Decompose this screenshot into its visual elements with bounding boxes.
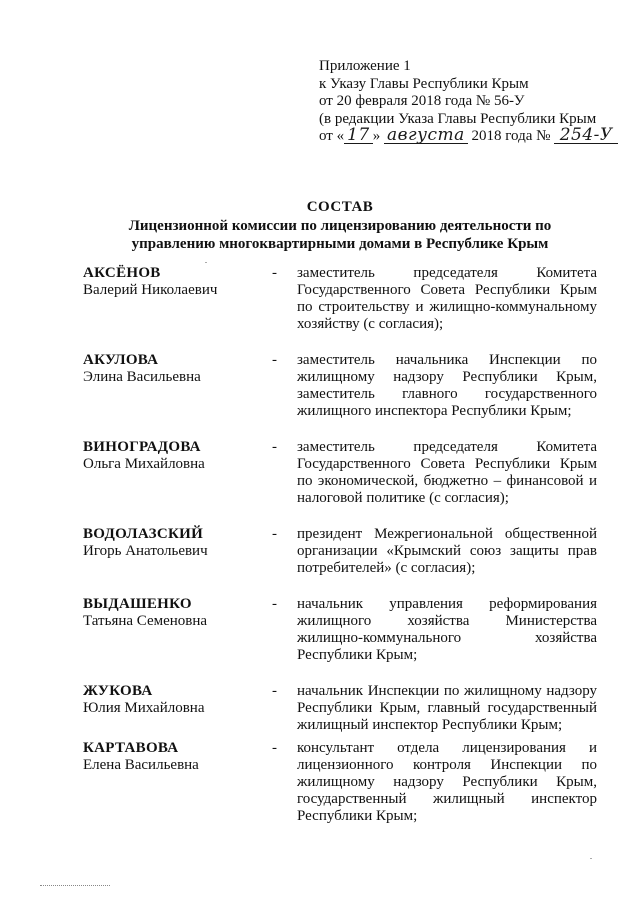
member-entry xyxy=(83,683,603,740)
member-dash: - xyxy=(272,526,277,542)
member-surname: ВИНОГРАДОВА xyxy=(83,439,201,455)
member-name xyxy=(83,740,263,774)
members-list xyxy=(83,265,603,830)
appendix-date-prefix: от « xyxy=(319,128,345,144)
member-dash: - xyxy=(272,265,277,281)
member-given-name: Юлия Михайловна xyxy=(83,700,205,716)
appendix-line-3: от 20 февраля 2018 года № 56-У xyxy=(319,93,525,109)
member-name xyxy=(83,265,263,299)
member-dash: - xyxy=(272,439,277,455)
member-role: начальник управления реформирования жилищного хозяйства Министерства жилищно-коммунального хозяйства Республики Крым; xyxy=(297,596,597,663)
member-entry xyxy=(83,740,603,830)
title-line-2: управлению многоквартирными домами в Республике Крым xyxy=(131,236,549,252)
member-dash: - xyxy=(272,683,277,699)
member-surname: АКУЛОВА xyxy=(83,352,159,368)
member-name xyxy=(83,526,263,560)
member-surname: ВЫДАШЕНКО xyxy=(83,596,192,612)
appendix-line-5 xyxy=(319,125,619,146)
member-role: президент Межрегиональной общественной организации «Крымский союз защиты прав потребителей» (с согласия); xyxy=(297,526,597,576)
member-given-name: Татьяна Семеновна xyxy=(83,613,208,629)
member-entry xyxy=(83,265,603,352)
member-surname: АКСЁНОВ xyxy=(83,265,161,281)
member-dash: - xyxy=(272,352,277,368)
member-entry xyxy=(83,439,603,526)
member-dash: - xyxy=(272,740,277,756)
member-entry xyxy=(83,596,603,683)
member-entry xyxy=(83,526,603,596)
appendix-date-mid: » xyxy=(372,128,381,144)
member-name xyxy=(83,683,263,717)
scan-speck xyxy=(590,858,592,859)
appendix-line-1: Приложение 1 xyxy=(319,58,411,74)
member-given-name: Элина Васильевна xyxy=(83,369,201,385)
appendix-header xyxy=(319,58,619,146)
member-name xyxy=(83,596,263,630)
appendix-year: 2018 года № xyxy=(471,128,551,144)
handwritten-decree-number: 254-У xyxy=(554,128,618,144)
member-role: заместитель председателя Комитета Государственного Совета Республики Крым по строительству и жилищно-коммунальному хозяйству (с согласия); xyxy=(297,265,597,332)
member-given-name: Ольга Михайловна xyxy=(83,456,205,472)
member-surname: ЖУКОВА xyxy=(83,683,153,699)
member-dash: - xyxy=(272,596,277,612)
footer-dotted-line xyxy=(40,885,110,886)
handwritten-month: августа xyxy=(384,128,468,144)
member-role: консультант отдела лицензирования и лицензионного контроля Инспекции по жилищному надзору Республики Крым, государственный жилищный инспектор Республики Крым; xyxy=(297,740,597,824)
member-surname: КАРТАВОВА xyxy=(83,740,179,756)
scan-speck xyxy=(205,262,207,263)
appendix-line-2: к Указу Главы Республики Крым xyxy=(319,75,529,92)
member-role: заместитель начальника Инспекции по жилищному надзору Республики Крым, заместитель главного государственного жилищного инспектора Республики Крым; xyxy=(297,352,597,419)
title-main: СОСТАВ xyxy=(306,199,374,215)
document-title xyxy=(60,198,620,253)
member-surname: ВОДОЛАЗСКИЙ xyxy=(83,526,204,542)
member-given-name: Игорь Анатольевич xyxy=(83,543,208,559)
member-given-name: Валерий Николаевич xyxy=(83,282,218,298)
member-role: заместитель председателя Комитета Государственного Совета Республики Крым по экономической, бюджетно – финансовой и налоговой политике (с согласия); xyxy=(297,439,597,506)
member-given-name: Елена Васильевна xyxy=(83,757,199,773)
handwritten-day: 17 xyxy=(344,128,373,144)
member-entry xyxy=(83,352,603,439)
title-line-1: Лицензионной комиссии по лицензированию деятельности по xyxy=(128,218,552,234)
member-role: начальник Инспекции по жилищному надзору Республики Крым, главный государственный жилищный инспектор Республики Крым; xyxy=(297,683,597,733)
member-name xyxy=(83,439,263,473)
appendix-line-4: (в редакции Указа Главы Республики Крым xyxy=(319,110,597,127)
member-name xyxy=(83,352,263,386)
